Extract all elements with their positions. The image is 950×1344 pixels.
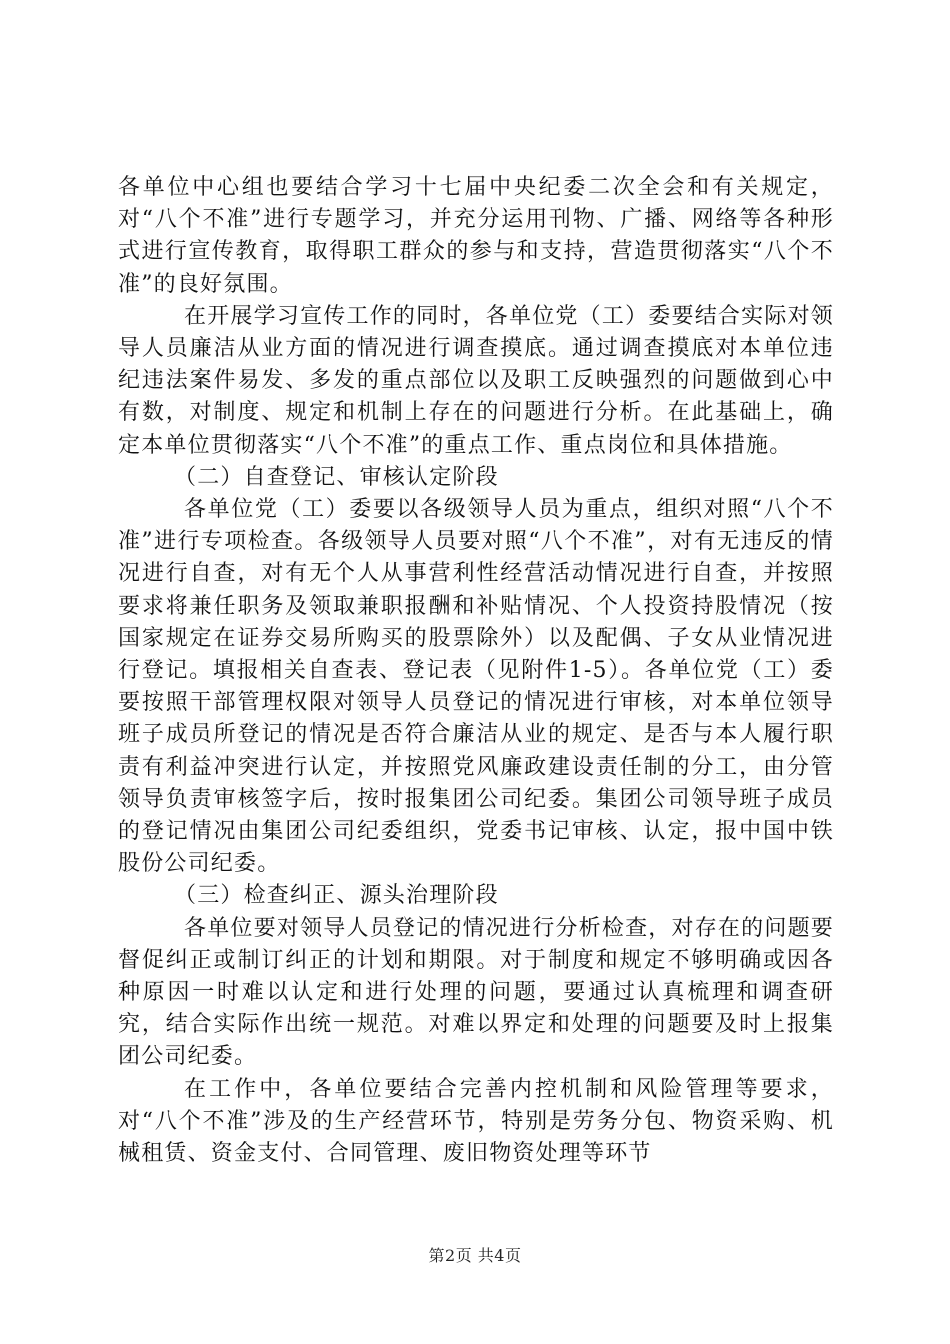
section-heading-correction: （三）检查纠正、源头治理阶段 bbox=[174, 883, 499, 909]
paragraph-self-check: 各单位党（工）委要以各级领导人员为重点，组织对照“八个不准”进行专项检查。各级领导人员要对照“八个不准”，对有无违反的情况进行自查，对有无个人从事营利性经营活动情况进行自查，并按照要求将兼任职务及领取兼职报酬和补贴情况、个人投资持股情况（按国家规定在证券交易所购买的股票除外）以及配偶、子女从业情况进行登记。填报相关自查表、登记表（见附件1-5）。各单位党（工）委要按照干部管理权限对领导人员登记的情况进行审核，对本单位领导班子成员所登记的情况是否符合廉洁从业的规定、是否与本人履行职责有利益冲突进行认定，并按照党风廉政建设责任制的分工，由分管领导负责审核签字后，按时报集团公司纪委。集团公司领导班子成员的登记情况由集团公司纪委组织，党委书记审核、认定，报中国中铁股份公司纪委。 bbox=[118, 497, 834, 877]
paragraph-correction: 各单位要对领导人员登记的情况进行分析检查，对存在的问题要督促纠正或制订纠正的计划和期限。对于制度和规定不够明确或因各种原因一时难以认定和进行处理的问题，要通过认真梳理和调查研究，结合实际作出统一规范。对难以界定和处理的问题要及时上报集团公司纪委。 bbox=[118, 915, 834, 1070]
page-number-footer: 第2页 共4页 bbox=[428, 1246, 522, 1265]
paragraph-internal-control: 在工作中，各单位要结合完善内控机制和风险管理等要求，对“八个不准”涉及的生产经营环节，特别是劳务分包、物资采购、机械租赁、资金支付、合同管理、废旧物资处理等环节 bbox=[118, 1076, 834, 1167]
document-body bbox=[118, 172, 834, 1170]
paragraph-investigation: 在开展学习宣传工作的同时，各单位党（工）委要结合实际对领导人员廉洁从业方面的情况进行调查摸底。通过调查摸底对本单位违纪违法案件易发、多发的重点部位以及职工反映强烈的问题做到心中有数，对制度、规定和机制上存在的问题进行分析。在此基础上，确定本单位贯彻落实“八个不准”的重点工作、重点岗位和具体措施。 bbox=[118, 303, 834, 458]
section-heading-self-check: （二）自查登记、审核认定阶段 bbox=[174, 464, 499, 490]
paragraph-center-group-study: 各单位中心组也要结合学习十七届中央纪委二次全会和有关规定，对“八个不准”进行专题学习，并充分运用刊物、广播、网络等各种形式进行宣传教育，取得职工群众的参与和支持，营造贯彻落实“八个不准”的良好氛围。 bbox=[118, 175, 834, 297]
